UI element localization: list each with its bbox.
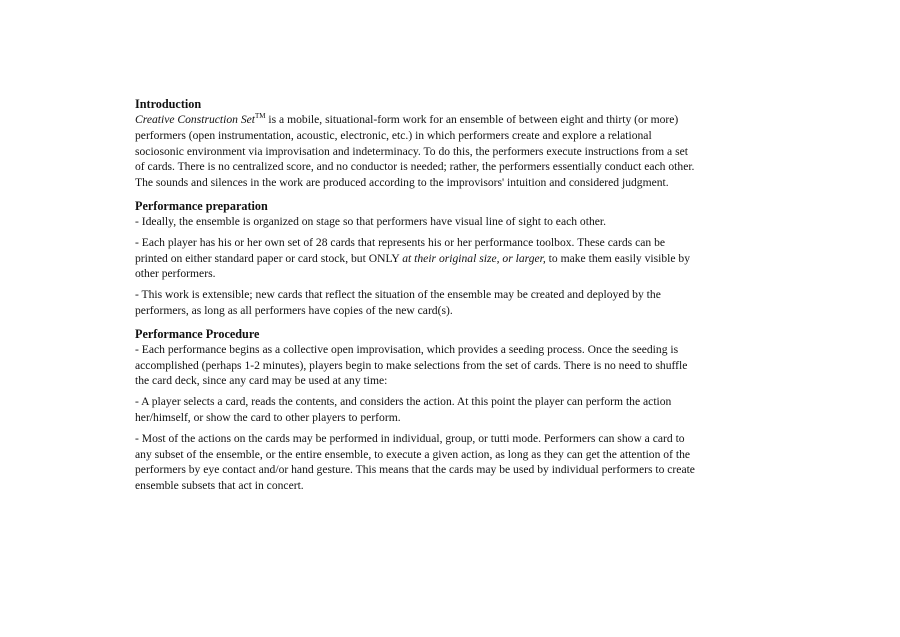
trademark-mark: TM xyxy=(255,112,266,121)
procedure-paragraph-1: - Each performance begins as a collective open improvisation, which provides a seeding process. Once the seeding is accomplished (perhaps 1-2 minutes), players begin to make selections from the set of cards. There is no need to shuffle the card deck, since any card may be used at any time: xyxy=(135,342,688,388)
section-heading-procedure: Performance Procedure xyxy=(135,326,260,341)
procedure-paragraph-3: - Most of the actions on the cards may be performed in individual, group, or tutti mode. Performers can show a card to any subset of the ensemble, or the entire ensemble, to execute a given action, as long as they can get the attention of the performers by eye contact and/or hand gesture. This means that the cards may be used by individual performers to create ensemble subsets that act in concert. xyxy=(135,431,695,493)
section-heading-preparation: Performance preparation xyxy=(135,198,268,213)
work-title: Creative Construction Set xyxy=(135,113,256,126)
section-performance-procedure xyxy=(135,326,695,494)
preparation-paragraph-2-start: - Each player has his or her own set of 28 cards that represents his or her performance toolbox. These cards can be printed on either standard paper or card stock, but ONLY xyxy=(135,235,666,265)
preparation-paragraph-2-emphasis: at their original size, or larger, xyxy=(402,251,546,265)
document-page xyxy=(135,96,695,501)
preparation-paragraph-2-end: to make them easily visible by other performers. xyxy=(135,251,691,281)
introduction-paragraph xyxy=(135,112,695,191)
procedure-paragraph-2: - A player selects a card, reads the contents, and considers the action. At this point the player can perform the action her/himself, or show the card to other players to perform. xyxy=(135,395,672,424)
preparation-paragraph-1: - Ideally, the ensemble is organized on stage so that performers have visual line of sight to each other. xyxy=(135,214,607,228)
section-introduction xyxy=(135,96,695,191)
preparation-paragraph-2 xyxy=(135,235,695,282)
section-performance-preparation xyxy=(135,198,695,319)
introduction-text: is a mobile, situational-form work for an ensemble of between eight and thirty (or more) performers (open instrumentation, acoustic, electronic, etc.) in which performers create and explore a relational sociosonic environment via improvisation and indeterminacy. To do this, the performers execute instructions from a set of cards. There is no centralized score, and no conductor is needed; rather, the performers essentially conduct each other. The sounds and silences in the work are produced according to the improvisors' intuition and considered judgment. xyxy=(135,113,695,190)
section-heading-introduction: Introduction xyxy=(135,97,202,111)
preparation-paragraph-3: - This work is extensible; new cards that reflect the situation of the ensemble may be created and deployed by the performers, as long as all performers have copies of the new card(s). xyxy=(135,288,661,317)
